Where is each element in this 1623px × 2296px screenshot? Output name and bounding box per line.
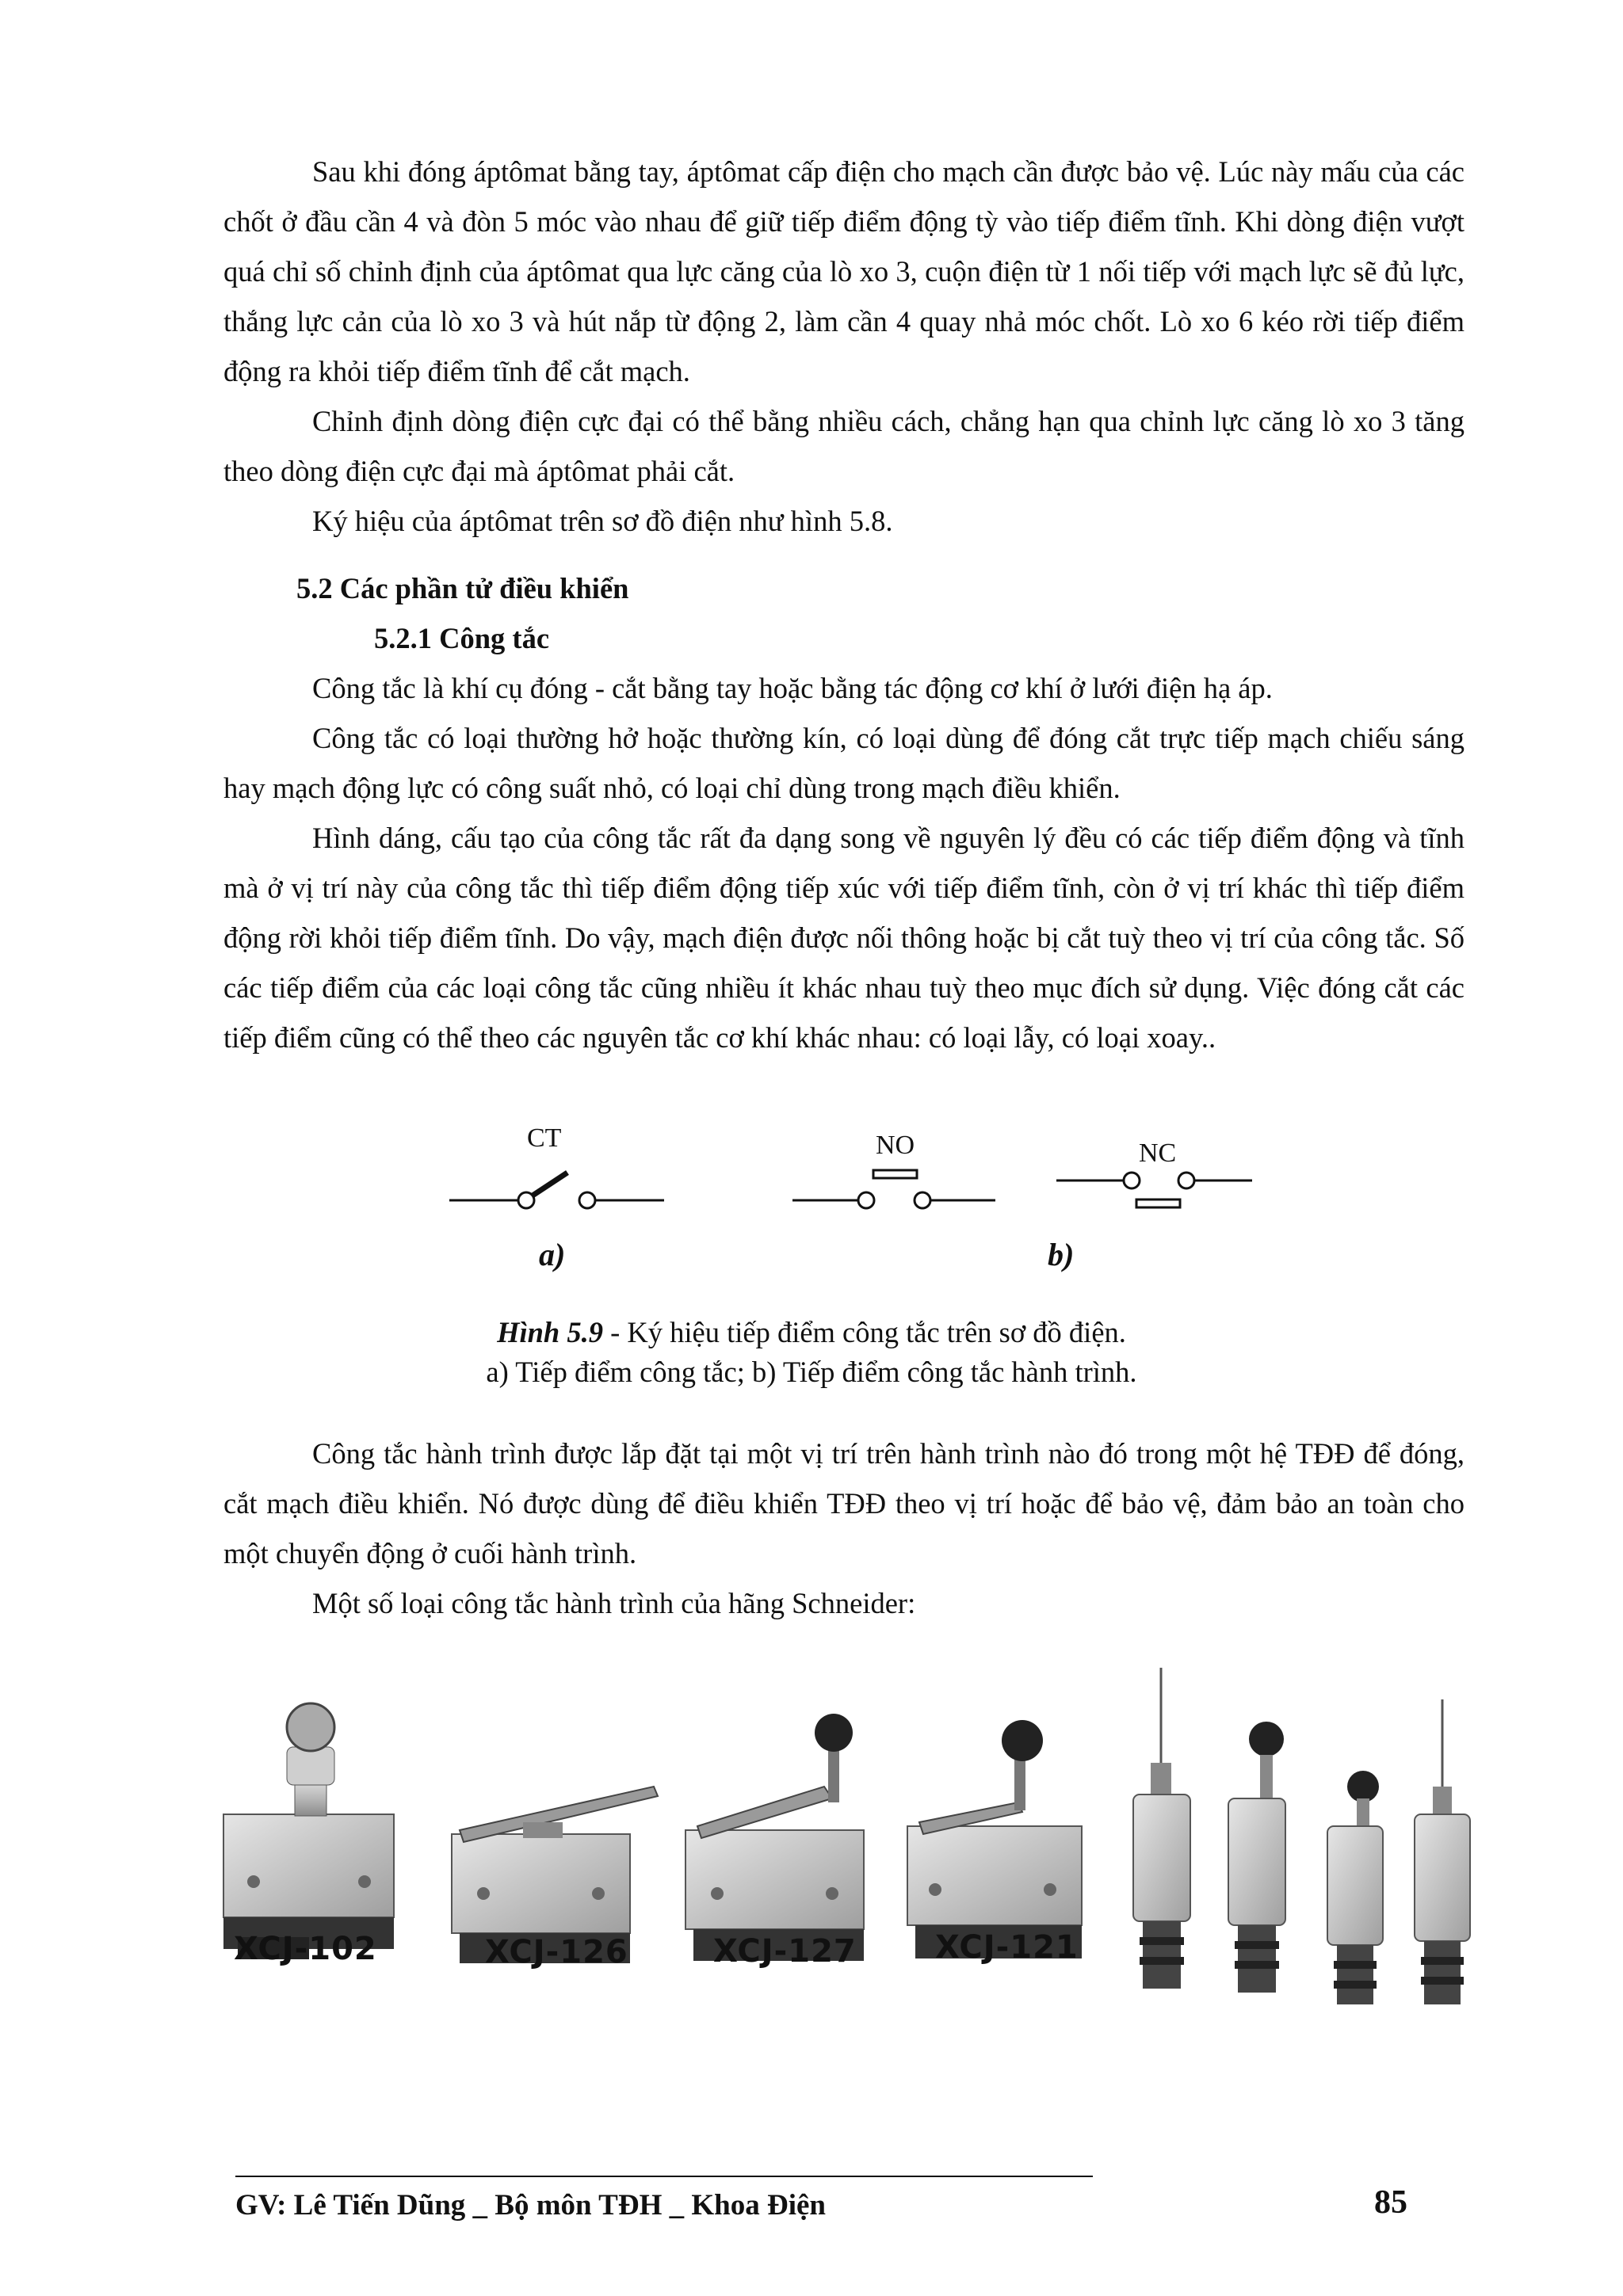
nc-contact-symbol bbox=[1056, 1173, 1252, 1207]
switch-model-label: XCJ-126 bbox=[485, 1934, 628, 1970]
switch-vertical-4-image bbox=[1415, 1699, 1470, 2004]
page-body-bottom bbox=[223, 1428, 1465, 1628]
figure-label-b: b) bbox=[1048, 1237, 1075, 1272]
ct-switch-symbol bbox=[449, 1173, 664, 1208]
switch-vertical-3-image bbox=[1327, 1771, 1383, 2004]
switch-vertical-2-image bbox=[1228, 1722, 1285, 1993]
section-heading: 5.2 Các phần tử điều khiển bbox=[296, 572, 629, 605]
switch-vertical-1-image bbox=[1133, 1668, 1190, 1989]
switch-model-label: XCJ-121 bbox=[935, 1929, 1079, 1966]
subsection-heading: 5.2.1 Công tắc bbox=[374, 622, 550, 654]
figure-label-a: a) bbox=[539, 1237, 566, 1272]
no-contact-symbol bbox=[792, 1170, 995, 1208]
figure-caption-text: - Ký hiệu tiếp điểm công tắc trên sơ đồ điện. bbox=[602, 1316, 1126, 1348]
figure-caption bbox=[0, 1313, 1623, 1352]
paragraph: Công tắc hành trình được lắp đặt tại một vị trí trên hành trình nào đó trong một hệ TĐĐ để đóng, cắt mạch điều khiển. Nó được dùng để điều khiển TĐĐ theo vị trí hoặc để bảo vệ, đảm bảo an toàn cho một chuyển động ở cuối hành trình. bbox=[223, 1437, 1465, 1569]
switch-model-label: XCJ-102 bbox=[234, 1931, 377, 1967]
page-number: 85 bbox=[1374, 2184, 1407, 2221]
paragraph: Công tắc là khí cụ đóng - cắt bằng tay hoặc bằng tác động cơ khí ở lưới điện hạ áp. bbox=[312, 672, 1273, 704]
ct-label: CT bbox=[527, 1123, 562, 1153]
switch-model-label: XCJ-127 bbox=[713, 1933, 857, 1970]
limit-switch-photos bbox=[222, 1668, 1482, 2040]
paragraph: Một số loại công tắc hành trình của hãng Schneider: bbox=[312, 1587, 916, 1619]
nc-label: NC bbox=[1139, 1138, 1177, 1168]
paragraph: Sau khi đóng áptômat bằng tay, áptômat cấp điện cho mạch cần được bảo vệ. Lúc này mấu của các chốt ở đầu cần 4 và đòn 5 móc vào nhau để giữ tiếp điểm động tỳ vào tiếp điểm tĩnh. Khi dòng điện vượt quá chỉ số chỉnh định của áptômat qua lực căng của lò xo 3, cuộn điện từ 1 nối tiếp với mạch lực sẽ đủ lực, thắng lực cản của lò xo 3 và hút nắp từ động 2, làm cần 4 quay nhả móc chốt. Lò xo 6 kéo rời tiếp điểm động ra khỏi tiếp điểm tĩnh để cắt mạch. bbox=[223, 155, 1465, 387]
paragraph: Hình dáng, cấu tạo của công tắc rất đa dạng song về nguyên lý đều có các tiếp điểm động và tĩnh mà ở vị trí này của công tắc thì tiếp điểm động tiếp xúc với tiếp điểm tĩnh, còn ở vị trí khác thì tiếp điểm động rời khỏi tiếp điểm tĩnh. Do vậy, mạch điện được nối thông hoặc bị cắt tuỳ theo vị trí của công tắc. Số các tiếp điểm của các loại công tắc cũng nhiều ít khác nhau tuỳ theo mục đích sử dụng. Việc đóng cắt các tiếp điểm cũng có thể theo các nguyên tắc cơ khí khác nhau: có loại lẫy, có loại xoay.. bbox=[223, 822, 1465, 1054]
paragraph: Ký hiệu của áptômat trên sơ đồ điện như hình 5.8. bbox=[312, 505, 893, 537]
no-label: NO bbox=[876, 1131, 915, 1160]
paragraph: Chỉnh định dòng điện cực đại có thể bằng nhiều cách, chẳng hạn qua chỉnh lực căng lò xo 3 tăng theo dòng điện cực đại mà áptômat phải cắt. bbox=[223, 405, 1465, 487]
switch-xcj-127-image bbox=[685, 1714, 864, 1961]
footer-text: GV: Lê Tiến Dũng _ Bộ môn TĐH _ Khoa Điện bbox=[235, 2189, 826, 2222]
figure-caption-number: Hình 5.9 bbox=[497, 1316, 603, 1348]
figure-caption-line2: a) Tiếp điểm công tắc; b) Tiếp điểm công tắc hành trình. bbox=[486, 1356, 1137, 1388]
footer-rule bbox=[235, 2176, 1093, 2177]
switch-xcj-121-image bbox=[907, 1720, 1082, 1958]
paragraph: Công tắc có loại thường hở hoặc thường kín, có loại dùng để đóng cắt trực tiếp mạch chiếu sáng hay mạch động lực có công suất nhỏ, có loại chỉ dùng trong mạch điều khiển. bbox=[223, 722, 1465, 804]
switch-xcj-102-image bbox=[223, 1703, 394, 1959]
